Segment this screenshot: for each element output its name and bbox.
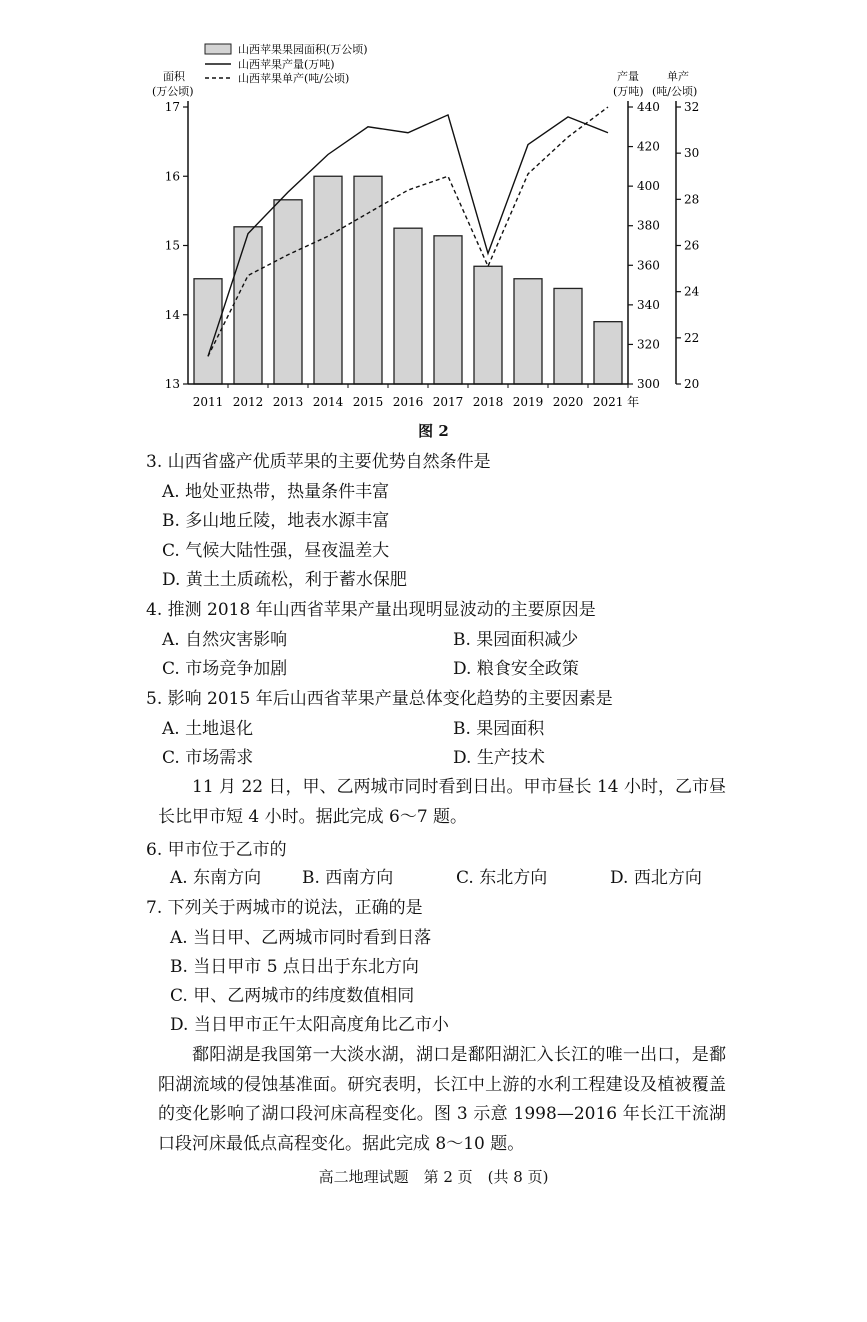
yield-tick-label: 30 <box>684 146 700 161</box>
area-bar-2011 <box>194 279 222 384</box>
passage-8-10: 鄱阳湖是我国第一大淡水湖，湖口是鄱阳湖汇入长江的唯一出口，是鄱阳湖流域的侵蚀基准面。研究表明，长江中上游的水利工程建设及植被覆盖的变化影响了湖口段河床高程变化。图 3 示意 1998—2016 年长江干流湖口段河床最低点高程变化。据此完成 8～10 题。 <box>158 1045 726 1154</box>
legend-area-label: 山西苹果果园面积(万公顷) <box>238 43 368 56</box>
page-footer: 高二地理试题 第 2 页 (共 8 页) <box>318 1168 549 1186</box>
production-axis-title: 产量 <box>617 70 639 83</box>
production-tick-label: 400 <box>637 179 660 194</box>
q4-option-d: D. 粮食安全政策 <box>453 659 579 679</box>
x-tick-label: 2019 <box>512 395 544 409</box>
yield-axis-title: 单产 <box>667 70 689 83</box>
q3-option-a: A. 地处亚热带，热量条件丰富 <box>162 482 390 502</box>
x-tick-label: 2021 年 <box>592 395 640 409</box>
question-6-stem: 6. 甲市位于乙市的 <box>146 840 287 860</box>
production-tick-label: 320 <box>637 337 660 352</box>
yield-tick-label: 24 <box>684 284 700 299</box>
production-tick-label: 340 <box>637 297 660 312</box>
q3-option-c: C. 气候大陆性强，昼夜温差大 <box>162 541 390 561</box>
x-tick-label: 2016 <box>392 395 424 409</box>
legend-production-label: 山西苹果产量(万吨) <box>238 58 335 71</box>
area-bar-2020 <box>554 288 582 384</box>
q7-option-c: C. 甲、乙两城市的纬度数值相同 <box>170 986 415 1006</box>
left-tick-label: 16 <box>164 169 180 184</box>
yield-tick-label: 32 <box>684 100 700 114</box>
yield-tick-label: 28 <box>684 192 700 207</box>
area-bar-2012 <box>234 227 262 384</box>
q7-option-d: D. 当日甲市正午太阳高度角比乙市小 <box>170 1015 449 1035</box>
area-bar-2016 <box>394 228 422 384</box>
left-axis-title: 面积 <box>163 70 185 83</box>
q5-option-c: C. 市场需求 <box>162 748 254 768</box>
legend-yield-label: 山西苹果单产(吨/公顷) <box>238 72 350 85</box>
left-tick-label: 15 <box>164 238 180 253</box>
q6-option-c: C. 东北方向 <box>456 868 548 888</box>
area-bar-2019 <box>514 279 542 384</box>
production-tick-label: 420 <box>637 139 660 154</box>
q4-option-c: C. 市场竞争加剧 <box>162 659 288 679</box>
x-tick-label: 2013 <box>272 395 304 409</box>
x-tick-label: 2012 <box>232 395 264 409</box>
left-tick-label: 14 <box>164 307 180 322</box>
x-tick-label: 2018 <box>472 395 504 409</box>
q5-option-d: D. 生产技术 <box>453 748 545 768</box>
legend-area-swatch <box>205 44 231 54</box>
x-tick-label: 2014 <box>312 395 344 409</box>
area-bar-2013 <box>274 200 302 384</box>
q7-option-b: B. 当日甲市 5 点日出于东北方向 <box>170 957 419 977</box>
area-bar-2018 <box>474 266 502 384</box>
production-axis-unit: (万吨) <box>613 85 644 98</box>
question-3-stem: 3. 山西省盛产优质苹果的主要优势自然条件是 <box>146 452 491 472</box>
area-bar-2021 <box>594 322 622 384</box>
yield-tick-label: 22 <box>684 330 700 345</box>
q5-option-b: B. 果园面积 <box>453 719 545 739</box>
area-bar-2014 <box>314 176 342 384</box>
production-tick-label: 440 <box>637 100 660 114</box>
x-tick-label: 2011 <box>192 395 224 409</box>
area-bar-2017 <box>434 236 462 384</box>
q3-option-b: B. 多山地丘陵，地表水源丰富 <box>162 511 390 531</box>
q6-option-b: B. 西南方向 <box>302 868 394 888</box>
area-bar-2015 <box>354 176 382 384</box>
q4-option-a: A. 自然灾害影响 <box>162 630 288 650</box>
x-tick-label: 2020 <box>552 395 584 409</box>
left-tick-label: 17 <box>164 100 180 114</box>
yield-tick-label: 20 <box>684 377 700 391</box>
question-4-stem: 4. 推测 2018 年山西省苹果产量出现明显波动的主要原因是 <box>146 600 596 620</box>
yield-axis-unit: (吨/公顷) <box>652 85 698 98</box>
figure-caption: 图 2 <box>418 422 449 440</box>
x-tick-label: 2015 <box>352 395 384 409</box>
question-7-stem: 7. 下列关于两城市的说法，正确的是 <box>146 898 423 918</box>
yield-tick-label: 26 <box>684 238 700 253</box>
left-tick-label: 13 <box>164 377 180 391</box>
production-tick-label: 380 <box>637 218 660 233</box>
q5-option-a: A. 土地退化 <box>162 719 254 739</box>
question-5-stem: 5. 影响 2015 年后山西省苹果产量总体变化趋势的主要因素是 <box>146 689 613 709</box>
apple-chart <box>0 0 867 420</box>
production-tick-label: 300 <box>637 377 660 391</box>
q6-option-d: D. 西北方向 <box>610 868 702 888</box>
q7-option-a: A. 当日甲、乙两城市同时看到日落 <box>170 928 432 948</box>
x-tick-label: 2017 <box>432 395 464 409</box>
q3-option-d: D. 黄土土质疏松，利于蓄水保肥 <box>162 570 407 590</box>
left-axis-unit: (万公顷) <box>152 85 194 98</box>
q4-option-b: B. 果园面积减少 <box>453 630 579 650</box>
q6-option-a: A. 东南方向 <box>170 868 262 888</box>
production-tick-label: 360 <box>637 258 660 273</box>
passage-6-7: 11 月 22 日，甲、乙两城市同时看到日出。甲市昼长 14 小时，乙市昼长比甲市短 4 小时。据此完成 6～7 题。 <box>158 777 726 827</box>
